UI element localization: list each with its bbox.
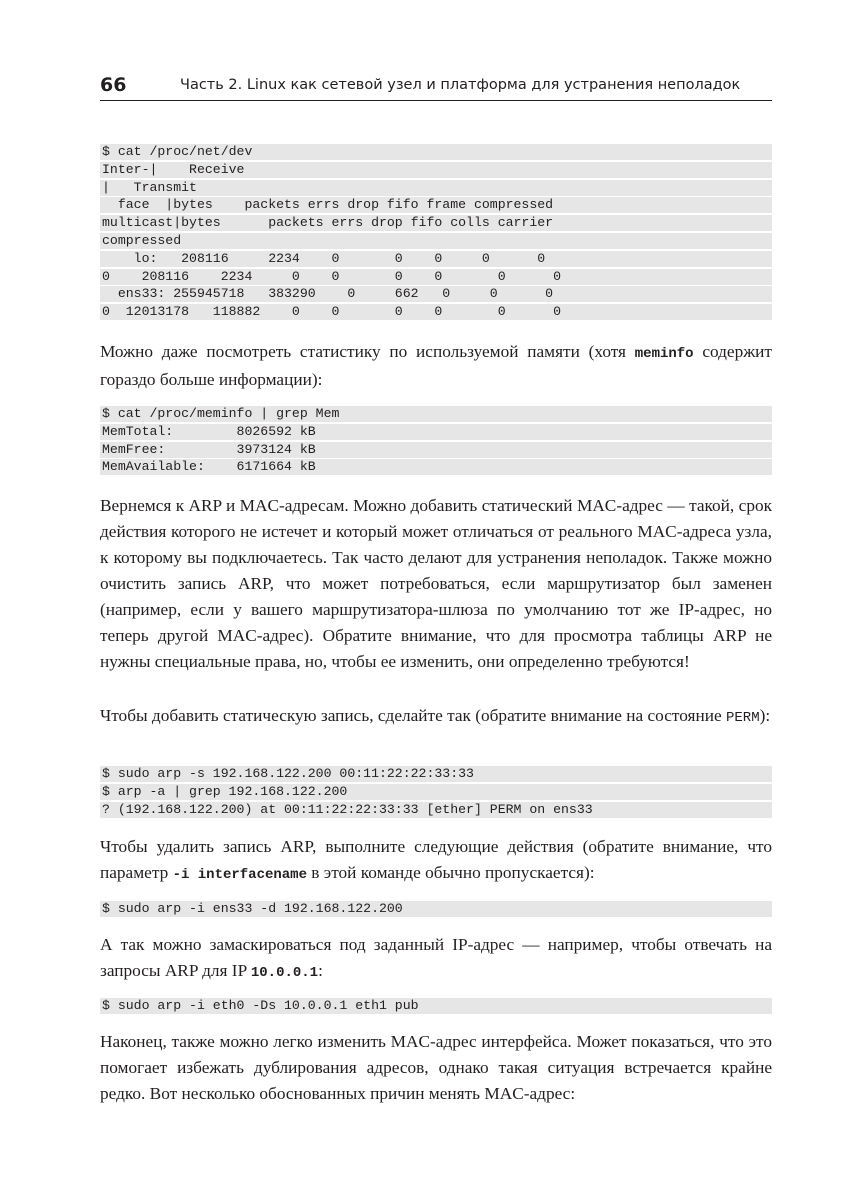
text: Можно даже посмотреть статистику по используемой памяти (хотя [100,342,635,361]
code-line: MemTotal: 8026592 kB [100,424,772,440]
code-line: compressed [100,233,772,249]
text: Чтобы удалить запись ARP, выполните следующие действия (обратите внимание, что параметр [100,837,772,882]
code-block-arp-delete [100,901,772,919]
paragraph-arp-mac: Вернемся к ARP и MAC-адресам. Можно добавить статический MAC-адрес — такой, срок действия которого не истечет и который может отличаться от реального MAC-адреса узла, к которому вы подключаетесь. Так часто делают для устранения неполадок. Также можно очистить запись ARP, что может потребоваться, если маршрутизатор был заменен (например, если у вашего маршрутизатора-шлюза по умолчанию тот же IP-адрес, но теперь другой MAC-адрес). Обратите внимание, что для просмотра таблицы ARP не нужны специальные права, но, чтобы ее изменить, они определенно требуются! [100,496,772,671]
code-line: $ sudo arp -s 192.168.122.200 00:11:22:22:33:33 [100,766,772,782]
paragraph-delete-entry [100,834,772,888]
code-line: Inter-| Receive [100,162,772,178]
inline-code: 10.0.0.1 [250,965,319,981]
code-line: face |bytes packets errs drop fifo frame compressed [100,197,772,213]
code-block-proc-net-dev [100,144,772,322]
code-line: multicast|bytes packets errs drop fifo colls carrier [100,215,772,231]
code-line: ? (192.168.122.200) at 00:11:22:22:33:33 [ether] PERM on ens33 [100,802,772,818]
code-block-arp-add [100,766,772,819]
inline-code: PERM [726,710,760,726]
code-line: $ cat /proc/meminfo | grep Mem [100,406,772,422]
inline-code: -i interfacename [172,867,307,883]
paragraph-meminfo [100,339,772,393]
paragraph-change-mac: Наконец, также можно легко изменить MAC-адрес интерфейса. Может показаться, что это помогает избежать дублирования адресов, однако такая ситуация встречается крайне редко. Вот несколько обоснованных причин менять MAC-адрес: [100,1032,772,1103]
paragraph-static-entry [100,703,772,731]
code-line: 0 12013178 118882 0 0 0 0 0 0 [100,304,772,320]
code-line: MemAvailable: 6171664 kB [100,459,772,475]
page-number: 66 [100,74,127,96]
page-header [100,74,772,101]
text: : [318,961,323,980]
code-block-arp-pub [100,998,772,1016]
running-title: Часть 2. Linux как сетевой узел и платформа для устранения неполадок [180,77,741,93]
code-line: 0 208116 2234 0 0 0 0 0 0 [100,269,772,285]
text: А так можно замаскироваться под заданный IP-адрес — например, чтобы отвечать на запросы ARP для IP [100,935,772,980]
code-block-meminfo [100,406,772,477]
code-line: MemFree: 3973124 kB [100,442,772,458]
code-line: $ arp -a | grep 192.168.122.200 [100,784,772,800]
code-line: | Transmit [100,180,772,196]
code-line: lo: 208116 2234 0 0 0 0 0 [100,251,772,267]
code-line: $ cat /proc/net/dev [100,144,772,160]
text: Чтобы добавить статическую запись, сделайте так (обратите внимание на состояние [100,706,726,725]
text: ): [759,706,771,725]
code-line: ens33: 255945718 383290 0 662 0 0 0 [100,286,772,302]
code-line: $ sudo arp -i eth0 -Ds 10.0.0.1 eth1 pub [100,998,772,1014]
code-line: $ sudo arp -i ens33 -d 192.168.122.200 [100,901,772,917]
text: в этой команде обычно пропускается): [306,863,595,882]
text: содержит гораздо больше информации): [100,342,772,389]
paragraph-masquerade [100,932,772,986]
inline-code: meminfo [634,346,694,362]
